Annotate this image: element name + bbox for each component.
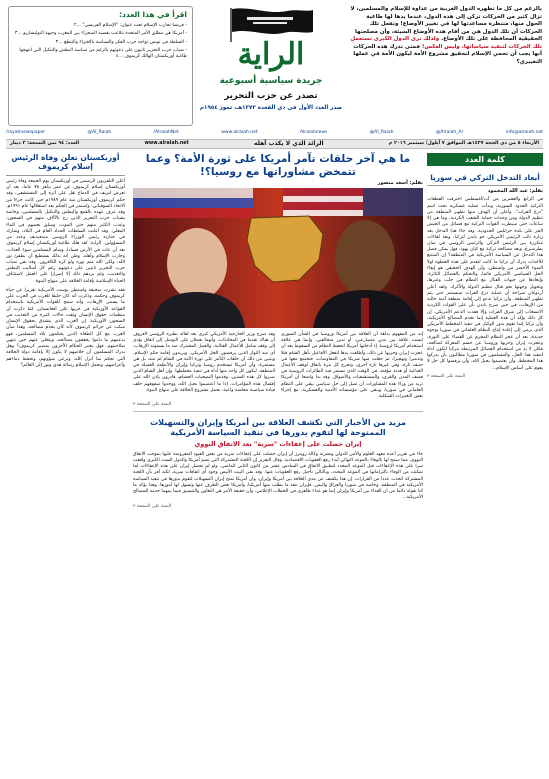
toc-item[interactable]: - شباب حزب التحرير تاتيون على دعوتهم بالرغم من سياسة البطش والتنكيل التي انتهجها طاغية أوزبكستان الهالك كريموف ...٤	[19, 47, 187, 60]
issue-website[interactable]: www.alraiah.net	[144, 140, 189, 146]
uzbekistan-headline[interactable]: أوزبكستان تعلن وفاة الرئيس إسلام كريموف	[6, 153, 125, 176]
second-story-body: جاء في تقرير أعده معهد العلوم والأمن الدولي ونشرته وكالة رويترز أن إيران حصلت على إعفاءات سرية من بعض القيود المفروضة عليها بموجب الاتفاق النووي، مما سمح لها بالوفاء بالموعد النهائي لبدء رفع العقوبات الاقتصادية. وقال التقرير إن اللجنة المشتركة التي تضم أمريكا والدول الست الكبرى وافقت سرا على هذه الإعفاءات قبل الموعد المحدد لتطبيق الاتفاق في السادس عشر من كانون الثاني الماضي. ولو لم تحصل إيران على هذه الإعفاءات لما تمكنت من الوفاء بالتزاماتها في الموعد المحدد، وبالتالي تأجيل رفع العقوبات عنها. وقد نفى البيت الأبيض وجود أي اتفاقات سرية، لكنه أقر بأن اللجنة المشتركة اتخذت عددا من القرارات. إن هذا يكشف عن مدى العلاقة بين أمريكا وإيران، وأن أمريكا تمنح إيران التسهيلات لتقوم بدورها في تنفيذ السياسة الأمريكية في المنطقة، وخاصة في سوريا والعراق واليمن، فإيران تنفذ ما يطلب منها أمريكيا، وأمريكا تغض الطرف عنها وتسهل لها أمورها. وهذا يؤكد ما كنا نقوله دائما من أن العداء بين أمريكا وإيران إنما هو عداء ظاهري في الخطاب الإعلامي، وأن حقيقة الأمر هي التعاون والتنسيق فيما بينهما خدمة للمصالح الأمريكية...	[133, 451, 423, 501]
publisher-line: تصدر عن حزب التحرير	[224, 91, 318, 101]
twitter-link[interactable]: @Al_Raiah	[87, 129, 112, 135]
issue-bar	[6, 139, 543, 149]
main-photo	[133, 188, 423, 328]
main-continued[interactable]: التتمة على الصفحة ٣	[133, 402, 172, 408]
divider	[133, 411, 423, 412]
editorial-body: في الرابع والعشرين من آب/أغسطس اخترقت القطعات التركية الحدود السورية، وبدأت عملية عسكرية تحت اسم "درع الفرات"، وأعلن أن الهدف منها تطهير المنطقة من تنظيم الدولة ومن وحدات حماية الشعب الكردية، وما هي إلا ساعات حتى سيطرت القوات التركية مع فصائل من الجيش الحر على بلدة جرابلس الحدودية. وقد جاء هذا التدخل بعد زيارة نائب الرئيس الأمريكي جو بايدن لتركيا، وبعد لقاءات متكررة بين الرئيس التركي والرئيس الروسي في سان بطرسبرغ، وبعد مصالحة تركية مع كيان يهود، فهل يمكن فصل هذا التدخل عن السياسة الأمريكية في المنطقة؟ إن المتتبع للأحداث يدرك أن تركيا ما كانت لتقدم على هذه الخطوة لولا الضوء الأخضر من واشنطن، وأن الهدف الحقيقي هو إبقاء الحل السياسي الأمريكي قائما، والتحكم بالفصائل الثائرة، وإبعادها عن جبهات القتال مع النظام في حلب وغيرها، وتحويل وجهتها نحو قتال تنظيم الدولة والأكراد. ولقد أعلن أردوغان صراحة أن عملية درع الفرات ستستمر حتى يتم تطهير المنطقة، وأن تركيا تدعو إلى إقامة منطقة آمنة خالية من الإرهاب، في حين صرح بايدن بأن على القوات الكردية الانسحاب إلى شرق الفرات وإلا فقدت الدعم الأمريكي. إن كل ذلك يؤكد أن هذه العملية إنما تخدم المصالح الأمريكية، وأن تركيا إنما تقوم بدور الوكيل في تنفيذ المخطط الأمريكي الذي يرمي إلى إعادة إنتاج النظام العلماني في سوريا بوجوه جديدة، بعد أن عجز النظام المجرم عن القضاء على الثورة، وعجزت إيران وحزبها وروسيا عن حسم المعركة لصالحه، فكان لا بد من استخدام الفصائل المرتبطة بتركيا لتكون أداة لتنفيذ هذا الحل، والمسلمون في سوريا مطالبون بأن يدركوا هذا المخطط، وأن يعتصموا بحبل الله، وأن يرفضوا كل حل لا يقوم على أساس الإسلام...	[427, 197, 543, 371]
masthead	[0, 0, 549, 148]
uzbekistan-body: أعلن التلفزيون الرسمي في أوزبكستان يوم الجمعة وفاة رئيس أوزبكستان إسلام كريموف عن عمر يناهز ٧٨ عاما، بعد أن تعرض لنزيف في الدماغ نقل على أثره إلى المستشفى، وقد حكم كريموف أوزبكستان منذ عام ١٩٨٩م حين كانت جزءا من الاتحاد السوفياتي، واستمر في الحكم بعد استقلالها عام ١٩٩١م. وقد عرف عهده بالقمع والبطش والتنكيل بالمسلمين، وخاصة بشباب حزب التحرير الذين زج بالآلاف منهم في السجون، وعذب الكثير منهم حتى الموت، وسلق بعضهم في الماء المغلي. وقد أعلنت السلطات الحداد العام في البلاد، وشارك في جنازته رئيس الوزراء الروسي ميدفيديف وعدد من المسؤولين. الراية: لقد هلك طاغية أوزبكستان إسلام كريموف بعد أن عاث في الأرض فسادا، وسام المسلمين سوء العذاب، وحارب الإسلام وأهله، وظن أنه بذلك يستطيع أن يطفئ نور الله، ولكن الله متم نوره ولو كره الكافرون. وقد بقي شباب حزب التحرير ثابتين على دعوتهم رغم كل أساليب البطش والتعذيب، ولم يزدهم ذلك إلا إصرارا على العمل لاستئناف الحياة الإسلامية بإقامة الخلافة على منهاج النبوة.	[6, 178, 125, 284]
twitter-account-link[interactable]: @Alraiah_Ar	[435, 129, 464, 135]
logo-subtitle: جريدة سياسية أسبوعية	[219, 76, 323, 86]
uzbekistan-column	[6, 153, 125, 773]
second-continued[interactable]: التتمة على الصفحة ٣	[133, 503, 172, 509]
second-subheadline: إيران حصلت على إعفاءات "سرية" بعد الاتفاق النووي	[194, 440, 362, 449]
facebook-page-link[interactable]: /AlraiahNet	[153, 129, 179, 135]
email-link[interactable]: info@alraiah.net	[505, 129, 543, 135]
main-headline[interactable]: ما هي آخر حلقات تآمر أمريكا على ثورة الأمة؟ وعما تتمخض مشاوراتها مع روسيا؟!	[145, 153, 411, 179]
toc-item[interactable]: - فرنسا تحارب الإسلام تحت عنوان: "الإسلام الفرنسي" ...٢	[74, 22, 187, 28]
main-story-body	[133, 332, 423, 401]
uzbekistan-body-2: فقد نشرت صحيفة واشنطن بوست الأمريكية تقريرا عن حياة كريموف وحكمه، وذكرت أنه كان حليفا للغرب في الحرب على ما يسمى الإرهاب، وأنه سمح للقوات الأمريكية باستخدام القواعد الأوزبكية في حربها على أفغانستان، كما ذكرت أن منظمات حقوق الإنسان وثقت حالات كثيرة من التعذيب في السجون الأوزبكية. إن الغرب الذي يتشدق بحقوق الإنسان سكت عن جرائم كريموف لأنه كان يخدم مصالحه، وهذا شأن الغرب مع كل الطغاة الذين يحكمون بلاد المسلمين، فهو يدعمهم ما داموا يحققون مصالحه، ويتخلى عنهم حين تنتهي صلاحيتهم. فهل يعتبر الحكام الآخرون بمصير كريموف؟ وهل يدرك المسلمون أن خلاصهم لا يكون إلا بإقامة دولة الخلافة التي تحكم بما أنزل الله، وترعى شؤونهم، وتحفظ دماءهم وأعراضهم، وتحمل الإسلام رسالة هدى ونور إلى العالم؟	[6, 287, 125, 368]
intro-highlight: ولذلك نرى الدول الكبرى تستعمل تلك الحركات لتنفيذ سياساتها، وليس العكس!	[350, 36, 542, 50]
issue-number: العدد: ٩٤ ثمن النسخة: ٢ دينار	[10, 140, 80, 146]
logo-title: الراية	[237, 37, 305, 72]
telegram-link[interactable]: @Al_Raiah	[369, 129, 394, 135]
website-link[interactable]: www.alraiah.net	[221, 129, 258, 135]
motto: الرائد الذي لا يكذب أهله	[254, 140, 324, 148]
main-author: بقلم: أسعد منصور	[377, 180, 423, 187]
contact-bar	[6, 128, 543, 137]
youtube-link[interactable]: Alraiahnews	[299, 129, 328, 135]
toc-title: اقرأ في هذا العدد:	[119, 10, 187, 19]
toc-item[interactable]: - أمريكا هي مطلق الأمر المتحدة تتلاعب بقضية الصحراء بين المغرب وجبهة البوليساريو ...٣	[14, 31, 187, 37]
toc-item[interactable]: - السلطة في تونس تواجه حزب الفكر والسياسة بالافتراء والتنطع ...٣	[55, 39, 187, 45]
founded-line: صدر العدد الأول في ذي القعدة ١٣٧٣هـ، تموز ١٩٥٤م	[199, 105, 343, 111]
editorial-column	[427, 153, 543, 773]
main-story-col-b: وقد صرح وزير الخارجية الأمريكي كيري بعد لقائه نظيره الروسي لافروف أن هناك تقدما في المحادثات، وأنهما يعملان على التوصل إلى اتفاق يؤدي إلى وقف شامل للأعمال القتالية، والعمل المشترك ضد ما يسمونه الإرهاب، أي ضد الثوار الذين يرفضون الحل الأمريكي، ويريدون إقامة حكم الإسلام. ويتبين من ذلك أن حلقات التآمر على ثورة الأمة في الشام لم تنته، بل هي مستمرة، وأن أمريكا تستخدم روسيا وتركيا وإيران والأنظمة العميلة في المنطقة، ليكون كل واحد منها أداة في تنفيذ مخططها. وإن أهل الشام الذين صبروا كل هذه السنين، وقدموا التضحيات الجسام، قادرون بإذن الله على إفشال هذه المؤامرات، إذا ما اعتصموا بحبل الله، ووحدوا صفوفهم خلف قيادة سياسية مخلصة واعية، تحمل مشروع الخلافة على منهاج النبوة.	[133, 331, 275, 393]
main-story-column	[133, 153, 423, 773]
editorial-title[interactable]: أبعاد التدخل التركي في سوريا	[427, 173, 543, 186]
putin-obama-photo-icon	[133, 188, 423, 328]
editorial-author: بقلم: عبد الله المحمود	[487, 187, 543, 194]
second-headline[interactable]: مزيد من الأخبار التي تكشف العلاقة بين أمريكا وإيران والتسهيلات الممنوحة لها لتقوم بدورها في تنفيذ السياسة الأمريكية	[150, 418, 406, 438]
main-story-col-a: إنه من المفهوم بداهة أن العلاقة بين أمريكا وروسيا في الشأن السوري ليست علاقة بين ندين متصارعين، أو ندين متحالفين، وإنما هي علاقة استخدام أمريكا لروسيا، إذ أدخلتها أمريكا لتحفظ النظام من السقوط بعد أن عجزت إيران وحزبها عن ذلك، وأطلقت يدها لتفعل الأفاعيل بأهل الشام قتلا وتدميرا وتهجيرا، ثم جعلت منها شريكا في المفاوضات، فتجتمع معها في جنيف تارة، وفي غيرها تارة أخرى، وتخرج كل مرة باتفاق لوقف الأعمال العدائية أو هدنة مؤقتة، في الوقت الذي تستمر فيه الطائرات الروسية في قصف المدن والقرى، والمستشفيات والأسواق. وقد بدا واضحا أن أمريكا تريد من وراء هذه المشاورات أن تصل إلى حل سياسي يبقي على النظام العلماني في سوريا، ويبقي على مؤسساته الأمنية والعسكرية، مع إجراء بعض التغييرات الشكلية.	[281, 331, 423, 400]
editorial-header: كلمة العدد	[427, 153, 543, 166]
editorial-continued[interactable]: التتمة على الصفحة ٣	[427, 373, 466, 379]
intro-text: بالرغم من كل ما تظهره الدول الغربية من عداوة للإسلام والمسلمين، لا تزال كثير من الحركات تركن إلى هذه الدول، عندما يدها لها طاغية الحول منها، منتظرة مساعدتها لها في تغيير الأوضاع! وتفعل تلك الحركات أن تلك الدول هي من أقام هذه الأوضاع السيئة، وأن مصلحتها الحقيقية المحافظة على تلك الأوضاع. ولذلك نرى الدول الكبرى تستعمل تلك الحركات لتنفيذ سياساتها، وليس العكس! فمتى تدرك هذه الحركات أنها يجب أن تحمي الإسلام لتحقيق مشروع الأمة ليكون الأمة في عملها التغييري؟	[350, 6, 542, 66]
facebook-link[interactable]: /rayahnewspaper	[6, 129, 46, 135]
logo	[197, 2, 345, 130]
table-of-contents	[8, 6, 193, 126]
issue-date: الأربعاء ٥ من ذي الحجة ١٤٣٧هـ الموافق ٧ أيلول/ سبتمبر ٢٠١٦ م	[388, 140, 539, 146]
front-intro	[349, 6, 542, 130]
